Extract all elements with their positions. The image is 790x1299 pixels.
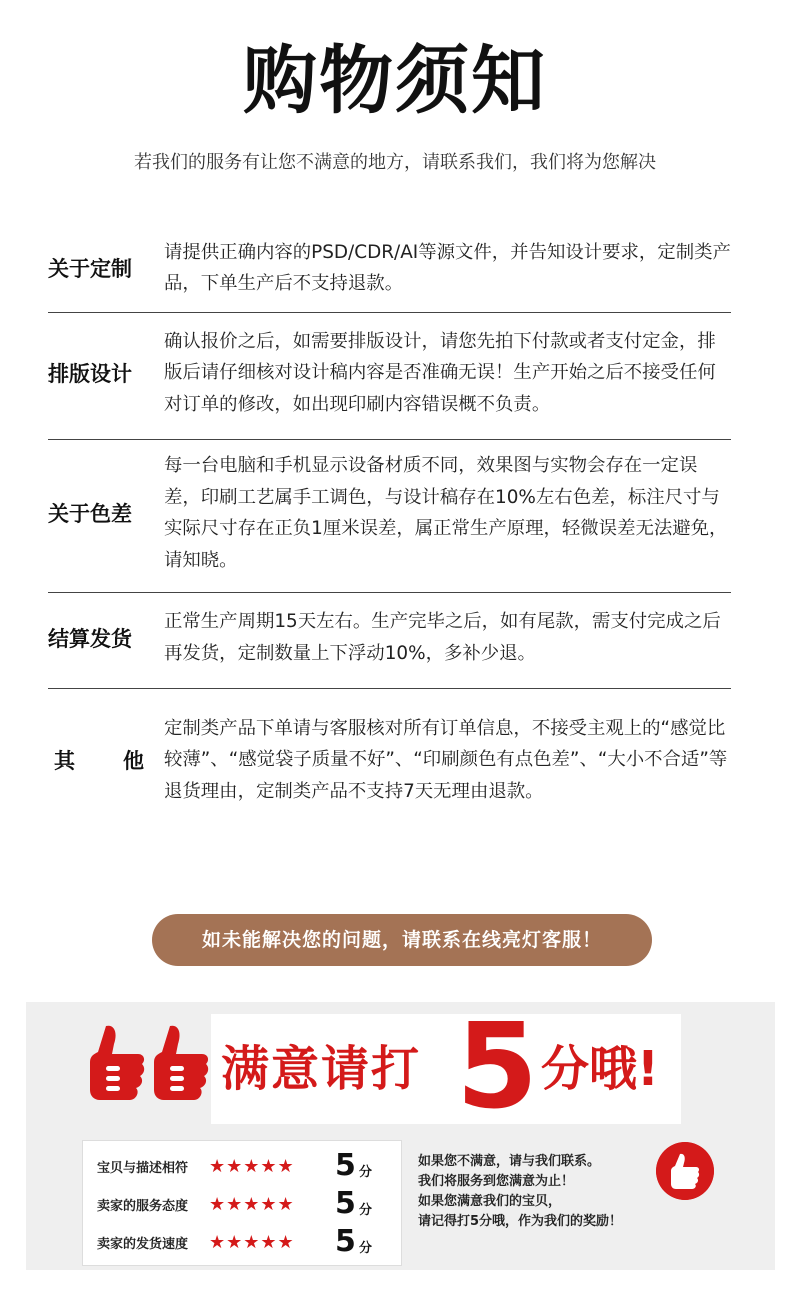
- score-value: 5: [335, 1148, 356, 1183]
- score-value: 5: [335, 1186, 356, 1221]
- score-row: [97, 1149, 372, 1183]
- rating-banner: [26, 997, 775, 1270]
- notice-label: 关于定制: [48, 257, 132, 281]
- notice-label-part: 其: [54, 749, 75, 773]
- score-unit: 分: [359, 1202, 373, 1218]
- note-line: 如果您满意我们的宝贝，: [418, 1194, 562, 1209]
- notice-list: [48, 230, 731, 837]
- notice-label: [48, 745, 164, 775]
- score-row: [97, 1187, 372, 1221]
- notice-row-custom: [48, 230, 731, 313]
- score-value: 5: [335, 1224, 356, 1259]
- note-line: 我们将服务到您满意为止！: [418, 1174, 575, 1189]
- notice-text: 定制类产品下单请与客服核对所有订单信息，不接受主观上的“感觉比较薄”、“感觉袋子质量不好”、“印刷颜色有点色差”、“大小不合适”等退货理由，定制类产品不支持7天无理由退款。: [164, 717, 728, 802]
- score-card: [82, 1140, 402, 1266]
- notice-label: 排版设计: [48, 362, 132, 386]
- notice-text: 每一台电脑和手机显示设备材质不同，效果图与实物会存在一定误差，印刷工艺属手工调色，与设计稿存在10%左右色差，标注尺寸与实际尺寸存在正负1厘米误差，属正常生产原理，轻微误差无法避免，请知晓。: [164, 455, 728, 571]
- notice-row-other: [48, 689, 731, 837]
- notice-label: 关于色差: [48, 502, 132, 526]
- contact-support-button[interactable]: 如未能解决您的问题，请联系在线亮灯客服！: [152, 914, 652, 966]
- rating-note: [418, 1152, 668, 1232]
- notice-row-shipping: [48, 593, 731, 689]
- star-rating: ★★★★★: [209, 1155, 295, 1177]
- rating-headline-text: 分哦!: [541, 1041, 659, 1097]
- score-unit: 分: [359, 1240, 373, 1256]
- notice-text: 正常生产周期15天左右。生产完毕之后，如有尾款，需支付完成之后再发货，定制数量上下浮动10%，多补少退。: [164, 611, 721, 664]
- thumbs-up-circle-icon: [656, 1142, 714, 1200]
- thumbs-up-icon: [84, 1022, 146, 1104]
- notice-row-color: [48, 440, 731, 593]
- score-label: 卖家的服务态度: [97, 1198, 189, 1214]
- star-rating: ★★★★★: [209, 1231, 295, 1253]
- star-rating: ★★★★★: [209, 1193, 295, 1215]
- rating-headline-number: 5: [456, 997, 539, 1135]
- notice-row-layout: [48, 313, 731, 440]
- score-label: 宝贝与描述相符: [97, 1160, 189, 1176]
- notice-label: 结算发货: [48, 626, 132, 651]
- rating-headline-text: 满意请打: [221, 1041, 422, 1097]
- score-row: [97, 1225, 372, 1259]
- note-line: 如果您不满意，请与我们联系。: [418, 1154, 601, 1169]
- thumbs-up-icon: [148, 1022, 210, 1104]
- score-label: 卖家的发货速度: [97, 1236, 189, 1252]
- score-unit: 分: [359, 1164, 373, 1180]
- notice-label-part: 他: [123, 749, 144, 773]
- page-title: 购物须知: [243, 38, 547, 124]
- notice-text: 确认报价之后，如需要排版设计，请您先拍下付款或者支付定金，排版后请仔细核对设计稿内容是否准确无误！生产开始之后不接受任何对订单的修改，如出现印刷内容错误概不负责。: [164, 330, 716, 415]
- page-subtitle: 若我们的服务有让您不满意的地方，请联系我们，我们将为您解决: [134, 152, 656, 173]
- rating-headline: [26, 997, 775, 1135]
- note-line: 请记得打5分哦，作为我们的奖励！: [418, 1214, 623, 1229]
- notice-text: 请提供正确内容的PSD/CDR/AI等源文件，并告知设计要求，定制类产品，下单生产后不支持退款。: [164, 241, 731, 294]
